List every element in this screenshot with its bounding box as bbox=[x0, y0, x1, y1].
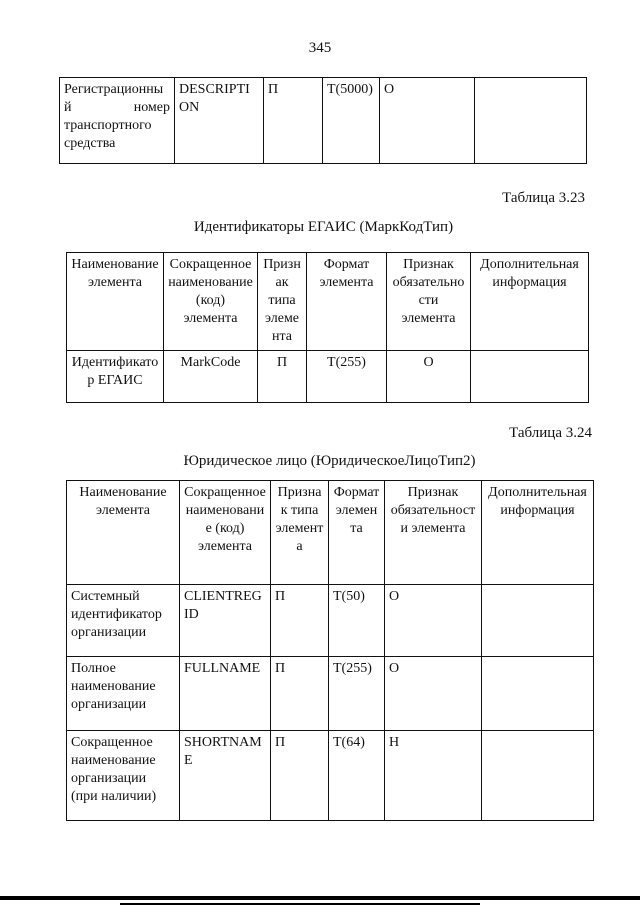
header-type: Признак типа элемента bbox=[258, 253, 307, 351]
cell-required: О bbox=[387, 351, 471, 403]
cell-info bbox=[475, 78, 587, 164]
header-format: Формат элемента bbox=[329, 481, 385, 585]
table-row bbox=[67, 657, 594, 731]
cell-format: Т(255) bbox=[307, 351, 387, 403]
cell-required: О bbox=[385, 657, 482, 731]
cell-name: Системный идентификатор организации bbox=[67, 585, 180, 657]
cell-required: О bbox=[385, 585, 482, 657]
cell-format: Т(255) bbox=[329, 657, 385, 731]
table-row bbox=[67, 351, 589, 403]
cell-code: MarkCode bbox=[164, 351, 258, 403]
header-info: Дополнительная информация bbox=[471, 253, 589, 351]
cell-type: П bbox=[258, 351, 307, 403]
cell-required: Н bbox=[385, 731, 482, 821]
cell-type: П bbox=[264, 78, 323, 164]
cell-name: Полное наименование организации bbox=[67, 657, 180, 731]
table-header-row bbox=[67, 253, 589, 351]
cell-format: Т(50) bbox=[329, 585, 385, 657]
header-name: Наименование элемента bbox=[67, 481, 180, 585]
header-type: Признак типа элемента bbox=[271, 481, 329, 585]
table-3-23 bbox=[66, 252, 589, 403]
table-3-23-title: Идентификаторы ЕГАИС (МаркКодТип) bbox=[193, 219, 454, 235]
table-3-24-title: Юридическое лицо (ЮридическоеЛицоТип2) bbox=[183, 453, 476, 469]
cell-type: П bbox=[271, 731, 329, 821]
header-code: Сокращенное наименование (код) элемента bbox=[164, 253, 258, 351]
table-3-24-label: Таблица 3.24 bbox=[509, 425, 592, 441]
cell-name: Сокращенное наименование организации (при наличии) bbox=[67, 731, 180, 821]
cell-code: FULLNAME bbox=[180, 657, 271, 731]
cell-info bbox=[482, 585, 594, 657]
header-required: Признак обязательности элемента bbox=[387, 253, 471, 351]
cell-name: Регистрационный номер транспортного средства bbox=[60, 78, 175, 164]
header-name: Наименование элемента bbox=[67, 253, 164, 351]
cell-type: П bbox=[271, 657, 329, 731]
header-info: Дополнительная информация bbox=[482, 481, 594, 585]
cell-format: Т(5000) bbox=[323, 78, 380, 164]
table-continuation bbox=[59, 77, 587, 164]
cell-name: Идентификатор ЕГАИС bbox=[67, 351, 164, 403]
header-code: Сокращенное наименование (код) элемента bbox=[180, 481, 271, 585]
table-row bbox=[67, 585, 594, 657]
header-required: Признак обязательности элемента bbox=[385, 481, 482, 585]
header-format: Формат элемента bbox=[307, 253, 387, 351]
table-header-row bbox=[67, 481, 594, 585]
scan-edge bbox=[0, 896, 640, 900]
page-number: 345 bbox=[308, 40, 332, 56]
cell-code: DESCRIPTION bbox=[175, 78, 264, 164]
cell-info bbox=[471, 351, 589, 403]
table-3-24 bbox=[66, 480, 594, 821]
table-row bbox=[60, 78, 587, 164]
cell-code: SHORTNAME bbox=[180, 731, 271, 821]
cell-format: Т(64) bbox=[329, 731, 385, 821]
cell-info bbox=[482, 731, 594, 821]
table-row bbox=[67, 731, 594, 821]
cell-type: П bbox=[271, 585, 329, 657]
cell-code: CLIENTREGID bbox=[180, 585, 271, 657]
cell-required: О bbox=[380, 78, 475, 164]
cell-info bbox=[482, 657, 594, 731]
table-3-23-label: Таблица 3.23 bbox=[502, 190, 585, 206]
